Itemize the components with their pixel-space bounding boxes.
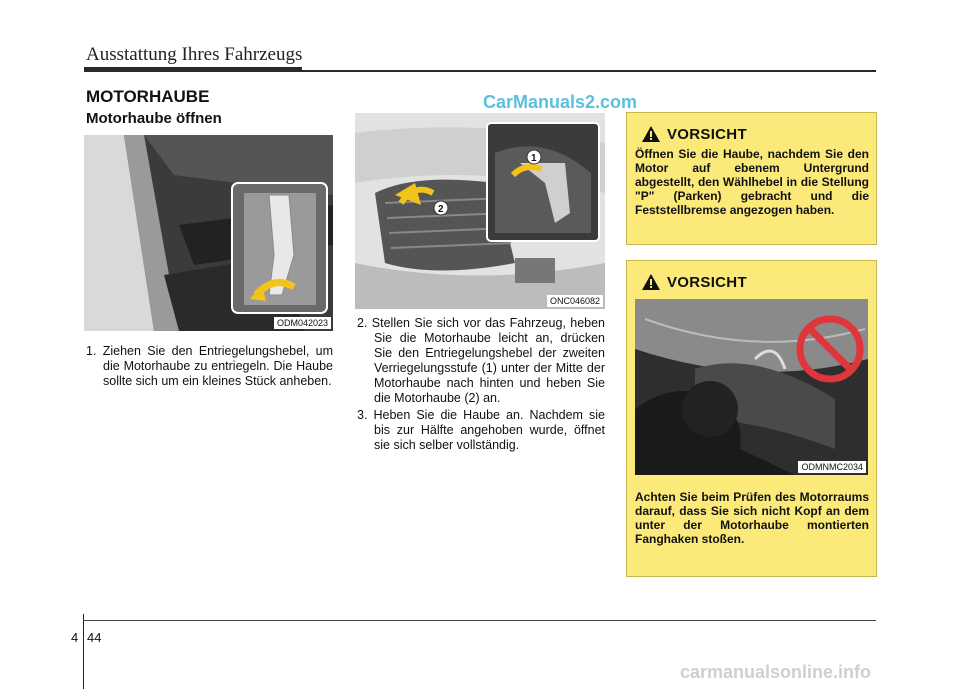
- watermark-top: CarManuals2.com: [483, 92, 638, 112]
- footer-vertical-rule: [83, 614, 84, 689]
- figure-secondary-latch: [355, 113, 605, 309]
- steps-left-column: [86, 344, 333, 391]
- section-title: MOTORHAUBE: [86, 87, 210, 106]
- step-2: 2. Stellen Sie sich vor das Fahrzeug, heben Sie die Motorhaube leicht an, drücken Sie den Entriegelungshebel der zweiten Verriegelungsstufe (1) unter der Mitte der Motorhaube nach hinten und heben Sie die Motorhaube (2) an.: [357, 316, 605, 405]
- steps-middle-column: [357, 316, 605, 455]
- step-3: 3. Heben Sie die Haube an. Nachdem sie bis zur Hälfte angehoben wurde, öffnet sie sich selber vollständig.: [357, 408, 605, 452]
- warning-triangle-icon: [641, 273, 661, 291]
- warning-heading-text: VORSICHT: [667, 273, 747, 291]
- warning-text-1: Öffnen Sie die Haube, nachdem Sie den Motor auf ebenem Untergrund abgestellt, den Wählhebel in die Stellung "P" (Parken) gebracht und die Feststellbremse angezogen haben.: [635, 147, 869, 217]
- latch-marker-2: 2: [438, 204, 444, 215]
- latch-marker-1: 1: [531, 153, 537, 164]
- figure-hood-release-lever: [84, 135, 333, 331]
- warning-text-2: Achten Sie beim Prüfen des Motorraums darauf, dass Sie sich nicht Kopf an dem unter der Motorhaube montierten Fanghaken stoßen.: [635, 490, 869, 546]
- warning-box-2: [626, 260, 877, 577]
- figure-label: ONC046082: [547, 295, 603, 307]
- header-title: Ausstattung Ihres Fahrzeugs: [86, 44, 303, 65]
- page-number: 44: [87, 630, 102, 645]
- lever-illustration: [84, 135, 333, 331]
- warning-triangle-icon: [641, 125, 661, 143]
- header-rule-thick: [84, 67, 302, 72]
- header-rule-thin: [302, 70, 876, 72]
- footer-horizontal-rule: [83, 620, 876, 621]
- warning-heading-text: VORSICHT: [667, 125, 747, 143]
- warning-heading-1: [641, 123, 747, 145]
- figure-head-bump-warning: [635, 299, 868, 475]
- warning-heading-2: [641, 271, 747, 293]
- car-front-illustration: [355, 113, 605, 309]
- watermark-bottom: carmanualsonline.info: [680, 662, 872, 682]
- head-bump-illustration: [635, 299, 868, 475]
- subsection-title: Motorhaube öffnen: [86, 110, 222, 127]
- step-1: 1. Ziehen Sie den Entriegelungshebel, um die Motorhaube zu entriegeln. Die Haube sollte sich um ein kleines Stück anheben.: [86, 344, 333, 388]
- warning-box-1: [626, 112, 877, 245]
- figure-label: ODM042023: [274, 317, 331, 329]
- chapter-number: 4: [71, 630, 79, 645]
- figure-label: ODMNMC2034: [798, 461, 866, 473]
